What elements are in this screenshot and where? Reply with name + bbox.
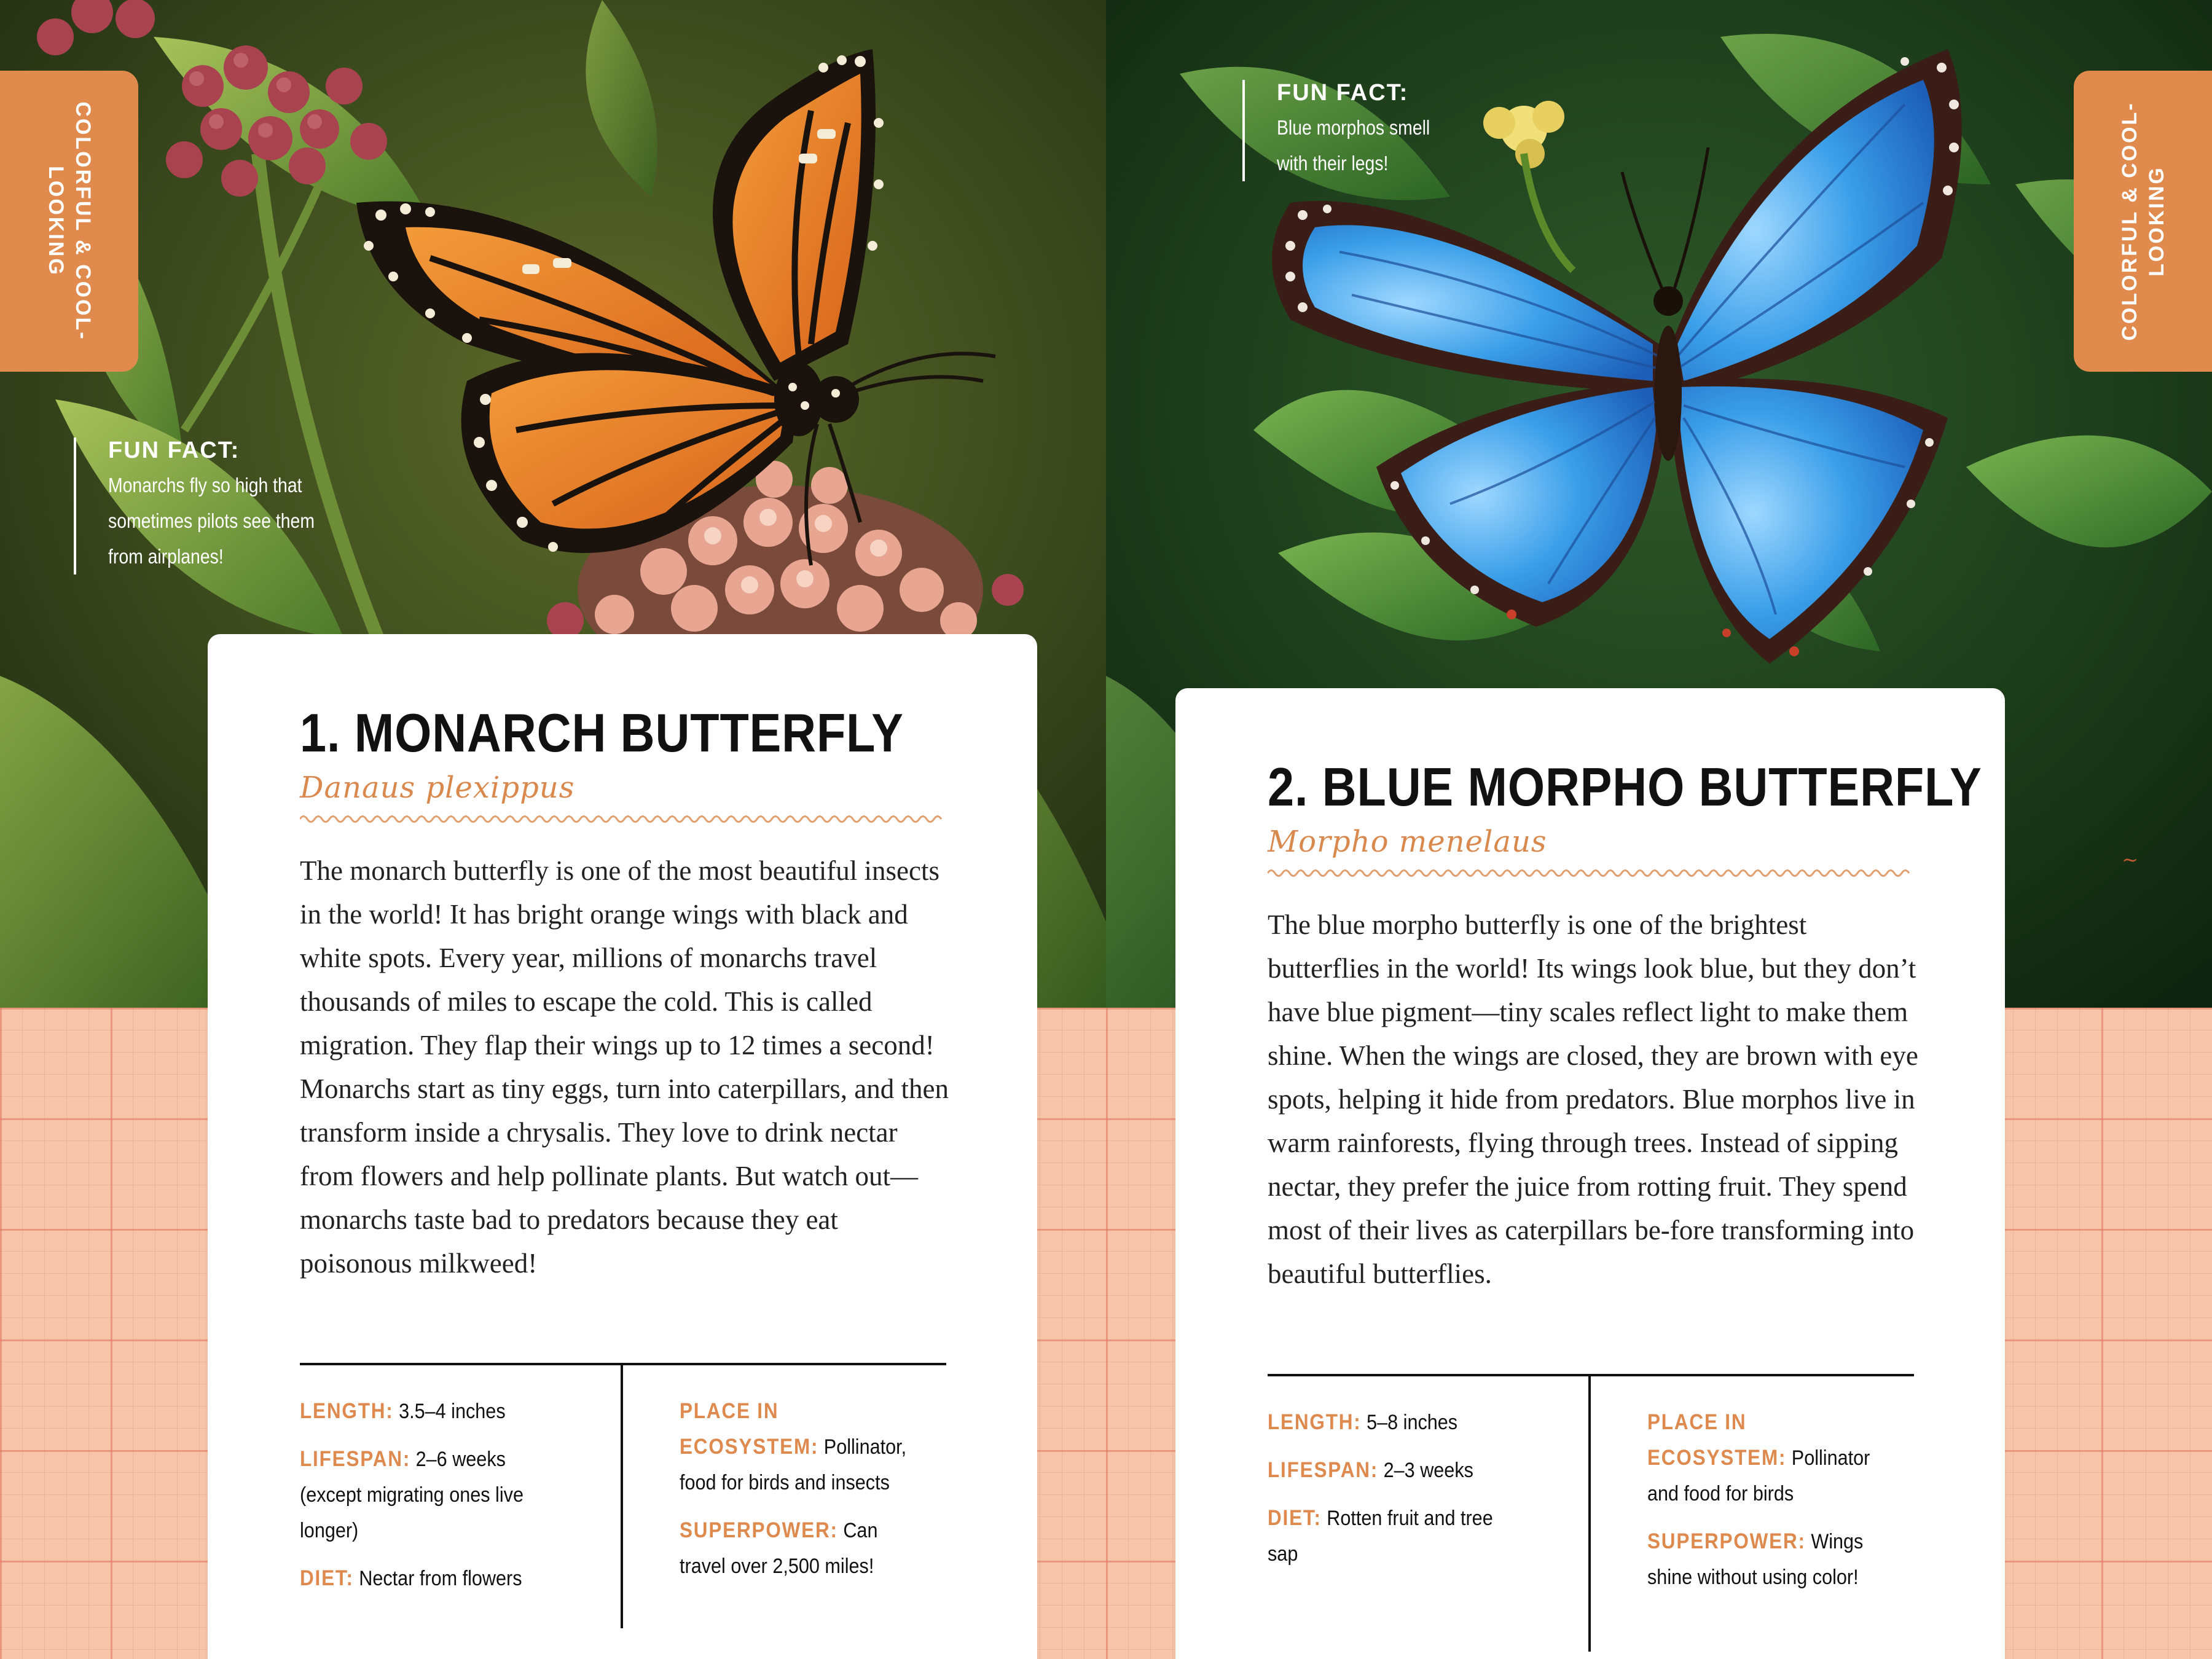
stats-rule: [1268, 1374, 1914, 1376]
stats-column-right: [1647, 1405, 1918, 1607]
section-tab-label: COLORFUL & COOL-LOOKING: [44, 101, 95, 341]
stat-superpower: SUPERPOWER: Can travel over 2,500 miles!: [680, 1518, 878, 1578]
artist-signature: ~: [2122, 848, 2138, 871]
stat-lifespan: LIFESPAN: 2–3 weeks: [1268, 1458, 1473, 1482]
fun-fact-text: Blue morphos smell with their legs!: [1277, 116, 1430, 175]
stat-length: LENGTH: 3.5–4 inches: [300, 1399, 506, 1423]
fun-fact: [1242, 80, 1473, 181]
fun-fact-heading: FUN FACT:: [1277, 80, 1409, 106]
stat-ecosystem: PLACE IN ECOSYSTEM: Pollinator, food for birds and insects: [680, 1399, 907, 1494]
species-title: 1. MONARCH BUTTERFLY: [300, 702, 904, 763]
species-title: 2. BLUE MORPHO BUTTERFLY: [1268, 756, 1982, 817]
species-description: The blue morpho butterfly is one of the brightest butterflies in the world! Its wings look blue, but they don’t have blue pigment—tiny scales reflect light to make them shine. When the wings are closed, they are brown with eye spots, helping it hide from predators. Blue morphos live in warm rainforests, flying through trees. Instead of sipping nectar, they prefer the juice from rotting fruit. They spend most of their lives as caterpillars be-fore transforming into beautiful butterflies.: [1268, 909, 1918, 1289]
scientific-name: Danaus plexippus: [300, 771, 575, 805]
wavy-divider: [1268, 868, 1914, 879]
species-card: [1175, 688, 2005, 1659]
section-tab: [0, 71, 138, 372]
scientific-name: Morpho menelaus: [1268, 825, 1547, 859]
stats-divider: [621, 1363, 623, 1628]
section-tab-label: COLORFUL & COOL-LOOKING: [2117, 101, 2168, 341]
stat-diet: DIET: Nectar from flowers: [300, 1566, 522, 1590]
stat-ecosystem: PLACE IN ECOSYSTEM: Pollinator and food for birds: [1647, 1410, 1870, 1505]
fun-fact-text: Monarchs fly so high that sometimes pilots see them from airplanes!: [108, 474, 315, 568]
species-description: The monarch butterfly is one of the most beautiful insects in the world! It has bright orange wings with black and white spots. Every year, millions of monarchs travel thousands of miles to escape the cold. This is called migration. They flap their wings up to 12 times a second! Monarchs start as tiny eggs, turn into caterpillars, and then transform inside a chrysalis. They love to drink nectar from flowers and help pollinate plants. But watch out—monarchs taste bad to predators because they eat poisonous milkweed!: [300, 855, 949, 1279]
stat-lifespan: LIFESPAN: 2–6 weeks (except migrating ones live longer): [300, 1447, 524, 1542]
stats-column-left: [300, 1394, 570, 1609]
stats-column-left: [1268, 1405, 1538, 1584]
fun-fact: [74, 437, 354, 575]
stat-diet: DIET: Rotten fruit and tree sap: [1268, 1506, 1493, 1566]
stats-rule: [300, 1363, 946, 1365]
fun-fact-heading: FUN FACT:: [108, 437, 240, 463]
stat-length: LENGTH: 5–8 inches: [1268, 1410, 1458, 1434]
stats-column-right: [680, 1394, 950, 1596]
species-card: [208, 634, 1037, 1659]
wavy-divider: [300, 814, 946, 825]
stat-superpower: SUPERPOWER: Wings shine without using color!: [1647, 1529, 1864, 1589]
stats-divider: [1588, 1374, 1591, 1652]
right-page: [1106, 0, 2212, 1659]
section-tab: [2074, 71, 2212, 372]
